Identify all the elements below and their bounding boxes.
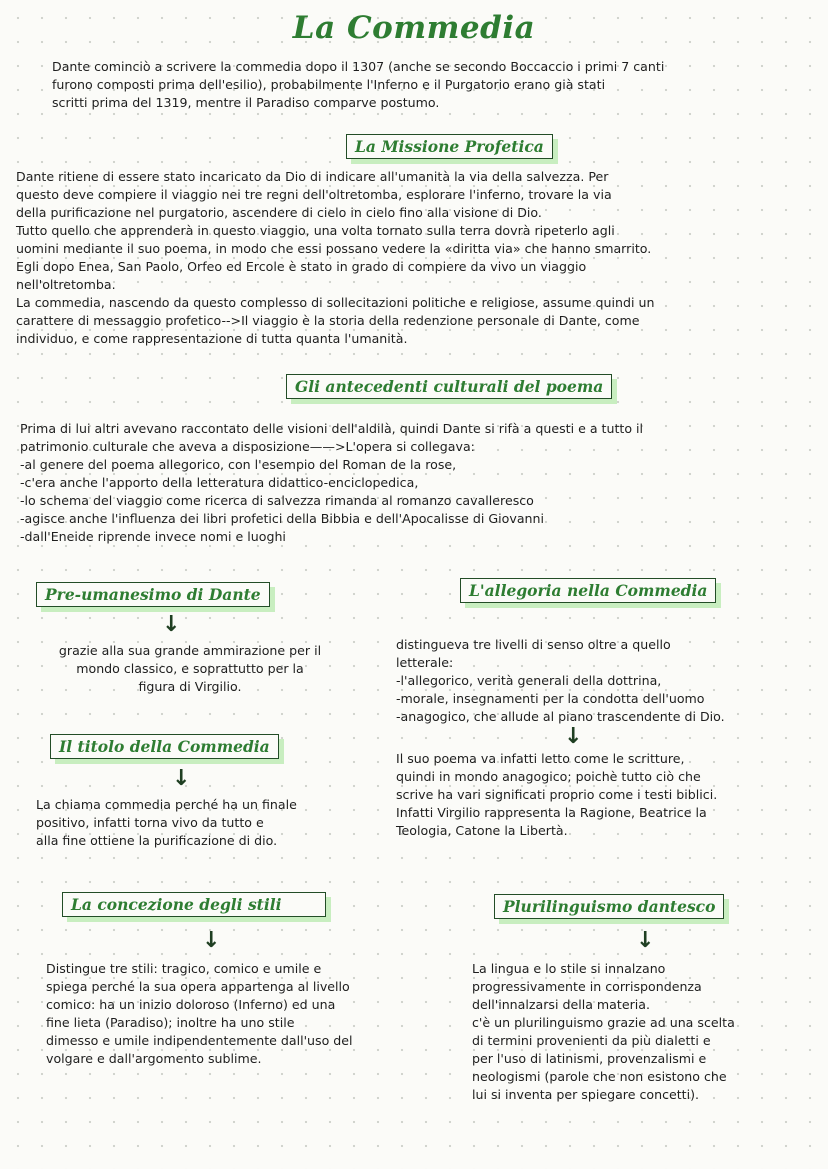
stili-line: comico: ha un inizio doloroso (Inferno) ed una [46,997,336,1012]
plurilinguismo-line: dell'innalzarsi della materia. [472,997,650,1012]
stili-line: dimesso e umile indipendentemente dall'uso del [46,1033,353,1048]
stili-line: fine lieta (Paradiso); inoltre ha uno stile [46,1015,295,1030]
stili-paragraph [46,960,396,1068]
preumanesimo-line: grazie alla sua grande ammirazione per il [58,643,322,658]
missione-line: La commedia, nascendo da questo complesso di sollecitazioni politiche e religiose, assume quindi un [16,295,655,310]
intro-line: scritti prima del 1319, mentre il Paradiso comparve postumo. [52,95,440,110]
plurilinguismo-line: La lingua e lo stile si innalzano [472,961,666,976]
missione-line: carattere di messaggio profetico-->Il viaggio è la storia della redenzione personale di Dante, come [16,313,640,328]
allegoria-line: -morale, insegnamenti per la condotta dell'uomo [396,691,705,706]
missione-line: Dante ritiene di essere stato incaricato da Dio di indicare all'umanità la via della salvezza. Per [16,169,609,184]
missione-heading: La Missione Profetica [346,134,553,159]
allegoria-line: letterale: [396,655,454,670]
allegoria-line: quindi in mondo anagogico; poichè tutto ciò che [396,769,701,784]
preumanesimo-paragraph [20,642,360,696]
antecedenti-line: -c'era anche l'apporto della letteratura didattico-enciclopedica, [20,475,419,490]
antecedenti-line: Prima di lui altri avevano raccontato delle visioni dell'aldilà, quindi Dante si rifà a questi e a tutto il [20,421,644,436]
titolo-line: La chiama commedia perché ha un finale [36,797,297,812]
intro-line: furono composti prima dell'esilio), probabilmente l'Inferno e il Purgatorio erano già stati [52,77,606,92]
allegoria-paragraph [396,636,816,726]
allegoria-line: Infatti Virgilio rappresenta la Ragione, Beatrice la [396,805,707,820]
titolo-line: positivo, infatti torna vivo da tutto e [36,815,264,830]
stili-heading: La concezione degli stili [62,892,326,917]
missione-line: Tutto quello che apprenderà in questo viaggio, una volta tornato sulla terra dovrà ripeterlo agli [16,223,615,238]
plurilinguismo-line: progressivamente in corrispondenza [472,979,702,994]
stili-line: volgare e dall'argomento sublime. [46,1051,262,1066]
allegoria-heading: L'allegoria nella Commedia [460,578,716,603]
allegoria-line: scrive ha vari significati proprio come i testi biblici. [396,787,718,802]
allegoria-line: distingueva tre livelli di senso oltre a quello [396,637,671,652]
page-title: La Commedia [292,10,536,46]
antecedenti-line: -al genere del poema allegorico, con l'esempio del Roman de la rose, [20,457,457,472]
preumanesimo-heading: Pre-umanesimo di Dante [36,582,270,607]
missione-paragraph [16,168,816,348]
arrow-down-icon: ↓ [564,724,583,749]
antecedenti-paragraph [20,420,820,546]
titolo-line: alla fine ottiene la purificazione di dio. [36,833,278,848]
stili-line: spiega perché la sua opera appartenga al livello [46,979,350,994]
arrow-down-icon: ↓ [636,928,655,953]
arrow-down-icon: ↓ [202,928,221,953]
plurilinguismo-line: di termini provenienti da più dialetti e [472,1033,711,1048]
preumanesimo-line: mondo classico, e soprattutto per la [76,661,304,676]
antecedenti-line: -agisce anche l'influenza dei libri profetici della Bibbia e dell'Apocalisse di Giovanni [20,511,545,526]
plurilinguismo-line: lui si inventa per spiegare concetti). [472,1087,700,1102]
allegoria-line: Teologia, Catone la Libertà. [396,823,568,838]
allegoria-line: -anagogico, che allude al piano trascendente di Dio. [396,709,725,724]
missione-line: questo deve compiere il viaggio nei tre regni dell'oltretomba, esplorare l'inferno, trovare la via [16,187,612,202]
plurilinguismo-line: c'è un plurilinguismo grazie ad una scelta [472,1015,735,1030]
missione-line: Egli dopo Enea, San Paolo, Orfeo ed Ercole è stato in grado di compiere da vivo un viaggio [16,259,587,274]
antecedenti-line: patrimonio culturale che aveva a disposizione——>L'opera si collegava: [20,439,475,454]
plurilinguismo-paragraph [472,960,812,1104]
antecedenti-line: -dall'Eneide riprende invece nomi e luoghi [20,529,286,544]
stili-line: Distingue tre stili: tragico, comico e umile e [46,961,322,976]
antecedenti-line: -lo schema del viaggio come ricerca di salvezza rimanda al romanzo cavalleresco [20,493,534,508]
plurilinguismo-line: neologismi (parole che non esistono che [472,1069,727,1084]
missione-line: della purificazione nel purgatorio, ascendere di cielo in cielo fino alla visione di Dio. [16,205,542,220]
allegoria-paragraph-2 [396,750,816,840]
antecedenti-heading: Gli antecedenti culturali del poema [286,374,612,399]
arrow-down-icon: ↓ [172,766,191,791]
missione-line: individuo, e come rappresentazione di tutta quanta l'umanità. [16,331,408,346]
intro-line: Dante cominciò a scrivere la commedia dopo il 1307 (anche se secondo Boccaccio i primi 7 canti [52,59,665,74]
missione-line: nell'oltretomba. [16,277,116,292]
missione-line: uomini mediante il suo poema, in modo che essi possano vedere la «diritta via» che hanno smarrito. [16,241,652,256]
titolo-paragraph [36,796,376,850]
allegoria-line: -l'allegorico, verità generali della dottrina, [396,673,662,688]
arrow-down-icon: ↓ [162,612,181,637]
preumanesimo-line: figura di Virgilio. [138,679,242,694]
plurilinguismo-line: per l'uso di latinismi, provenzalismi e [472,1051,707,1066]
plurilinguismo-heading: Plurilinguismo dantesco [494,894,724,919]
intro-paragraph [52,58,812,112]
titolo-heading: Il titolo della Commedia [50,734,279,759]
allegoria-line: Il suo poema va infatti letto come le scritture, [396,751,685,766]
